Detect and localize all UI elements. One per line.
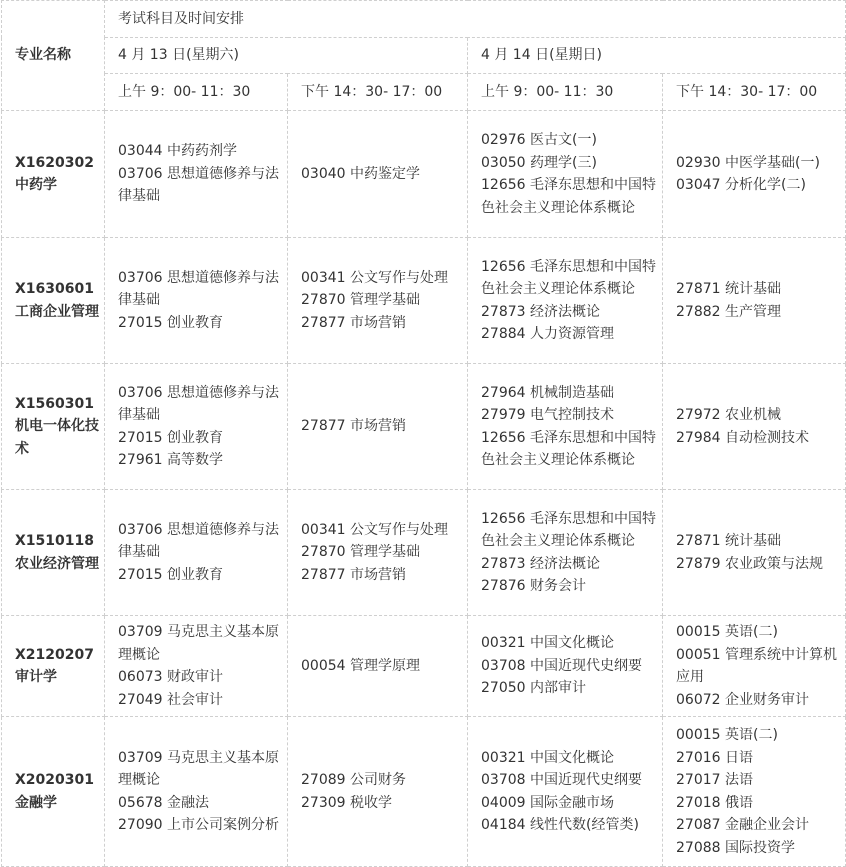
major-title: 机电一体化技术 — [15, 418, 99, 457]
exam-subject: 27877 市场营销 — [301, 566, 406, 583]
exam-subject: 00051 管理系统中计算机应用 — [676, 646, 837, 685]
exam-subject: 03706 思想道德修养与法律基础 — [118, 165, 279, 205]
exam-subject: 00341 公文写作与处理 — [301, 269, 448, 286]
exam-subject: 27016 日语 — [676, 749, 753, 766]
major-code: X1620302 — [15, 154, 94, 171]
header-row-sessions — [2, 74, 846, 111]
exam-subject: 27309 税收学 — [301, 794, 392, 811]
exam-subject: 27884 人力资源管理 — [481, 326, 614, 342]
exam-subject: 27877 市场营销 — [301, 314, 406, 331]
exam-cell-day2-am — [468, 238, 663, 364]
exam-subject: 03706 思想道德修养与法律基础 — [118, 521, 279, 561]
major-name-header: 专业名称 — [2, 1, 105, 111]
exam-subject: 27871 统计基础 — [676, 533, 781, 549]
exam-cell-day2-am — [468, 717, 663, 867]
exam-subject: 12656 毛泽东思想和中国特色社会主义理论体系概论 — [481, 429, 656, 468]
table-row — [2, 111, 846, 238]
major-title: 工商企业管理 — [15, 303, 99, 320]
exam-subject: 02976 医古文(一) — [481, 132, 597, 148]
session-header-day2-pm: 下午 14：30- 17：00 — [663, 74, 846, 111]
exam-subject: 00321 中国文化概论 — [481, 635, 614, 652]
exam-subject: 06073 财政审计 — [118, 669, 223, 685]
exam-subject: 27876 财务会计 — [481, 578, 586, 594]
major-cell — [2, 111, 105, 238]
session-header-day2-am: 上午 9：00- 11：30 — [468, 74, 663, 111]
exam-cell-day2-am — [468, 490, 663, 616]
exam-cell-day2-pm — [663, 717, 846, 867]
exam-subject: 27049 社会审计 — [118, 691, 223, 708]
exam-schedule-table — [1, 0, 846, 867]
exam-cell-day2-pm — [663, 490, 846, 616]
major-cell — [2, 238, 105, 364]
major-title: 金融学 — [15, 794, 57, 811]
table-row — [2, 490, 846, 616]
exam-subject: 03708 中国近现代史纲要 — [481, 772, 642, 788]
table-row — [2, 238, 846, 364]
exam-subject: 00321 中国文化概论 — [481, 749, 614, 766]
table-row — [2, 364, 846, 490]
exam-subject: 03044 中药药剂学 — [118, 143, 237, 160]
exam-subject: 27015 创业教育 — [118, 314, 223, 331]
exam-subject: 27870 管理学基础 — [301, 292, 420, 309]
table-row — [2, 616, 846, 717]
exam-subject: 03708 中国近现代史纲要 — [481, 657, 642, 674]
exam-subject: 27018 俄语 — [676, 794, 753, 811]
exam-cell-day1-am — [105, 238, 288, 364]
exam-subject: 00015 英语(二) — [676, 727, 778, 743]
exam-subject: 27979 电气控制技术 — [481, 407, 614, 423]
exam-subject: 03706 思想道德修养与法律基础 — [118, 384, 279, 423]
header-row-dates — [2, 38, 846, 74]
exam-subject: 03709 马克思主义基本原理概论 — [118, 624, 279, 663]
header-row-title — [2, 1, 846, 38]
major-code: X2120207 — [15, 646, 94, 663]
exam-cell-day1-am — [105, 490, 288, 616]
major-cell — [2, 490, 105, 616]
exam-subject: 03706 思想道德修养与法律基础 — [118, 269, 279, 309]
exam-subject: 27087 金融企业会计 — [676, 817, 809, 833]
exam-cell-day2-pm — [663, 364, 846, 490]
exam-subject: 06072 企业财务审计 — [676, 691, 809, 708]
table-row — [2, 717, 846, 867]
exam-subject: 12656 毛泽东思想和中国特色社会主义理论体系概论 — [481, 510, 656, 549]
session-header-day1-am: 上午 9：00- 11：30 — [105, 74, 288, 111]
major-cell — [2, 364, 105, 490]
major-cell — [2, 717, 105, 867]
exam-cell-day1-am — [105, 111, 288, 238]
session-header-day1-pm: 下午 14：30- 17：00 — [288, 74, 468, 111]
exam-cell-day2-am — [468, 364, 663, 490]
exam-cell-day2-pm — [663, 238, 846, 364]
exam-cell-day1-pm — [288, 364, 468, 490]
exam-subject: 27961 高等数学 — [118, 452, 223, 468]
exam-subject: 27879 农业政策与法规 — [676, 555, 823, 572]
exam-subject: 27088 国际投资学 — [676, 839, 795, 856]
exam-subject: 03050 药理学(三) — [481, 154, 597, 171]
major-code: X1510118 — [15, 533, 94, 549]
exam-cell-day1-am — [105, 717, 288, 867]
section-title: 考试科目及时间安排 — [105, 1, 846, 38]
major-title: 农业经济管理 — [15, 555, 99, 572]
exam-subject: 27877 市场营销 — [301, 418, 406, 435]
date-header-day2: 4 月 14 日(星期日) — [468, 38, 846, 74]
date-header-day1: 4 月 13 日(星期六) — [105, 38, 468, 74]
major-code: X1630601 — [15, 281, 94, 297]
exam-subject: 27972 农业机械 — [676, 407, 781, 423]
exam-subject: 27873 经济法概论 — [481, 303, 600, 320]
exam-cell-day2-pm — [663, 616, 846, 717]
exam-subject: 04184 线性代数(经管类) — [481, 817, 639, 833]
exam-subject: 27870 管理学基础 — [301, 544, 420, 561]
major-title: 中药学 — [15, 177, 57, 193]
exam-subject: 03040 中药鉴定学 — [301, 165, 420, 182]
exam-cell-day2-pm — [663, 111, 846, 238]
exam-subject: 27984 自动检测技术 — [676, 429, 809, 446]
exam-subject: 27017 法语 — [676, 772, 753, 788]
exam-cell-day1-am — [105, 364, 288, 490]
exam-subject: 03047 分析化学(二) — [676, 177, 806, 193]
exam-subject: 27871 统计基础 — [676, 281, 781, 297]
exam-subject: 00054 管理学原理 — [301, 657, 420, 674]
exam-subject: 04009 国际金融市场 — [481, 794, 614, 811]
exam-cell-day1-pm — [288, 111, 468, 238]
exam-cell-day1-pm — [288, 490, 468, 616]
major-title: 审计学 — [15, 669, 57, 685]
exam-subject: 27015 创业教育 — [118, 429, 223, 446]
exam-subject: 00015 英语(二) — [676, 624, 778, 640]
exam-subject: 27089 公司财务 — [301, 772, 406, 788]
exam-subject: 27964 机械制造基础 — [481, 384, 614, 401]
exam-subject: 27882 生产管理 — [676, 303, 781, 320]
exam-subject: 27015 创业教育 — [118, 566, 223, 583]
exam-cell-day2-am — [468, 616, 663, 717]
exam-subject: 12656 毛泽东思想和中国特色社会主义理论体系概论 — [481, 177, 656, 216]
major-cell — [2, 616, 105, 717]
major-code: X1560301 — [15, 395, 94, 412]
exam-cell-day1-pm — [288, 616, 468, 717]
exam-subject: 00341 公文写作与处理 — [301, 521, 448, 538]
exam-subject: 03709 马克思主义基本原理概论 — [118, 749, 279, 788]
exam-subject: 02930 中医学基础(一) — [676, 154, 820, 171]
major-code: X2020301 — [15, 772, 94, 788]
exam-subject: 27050 内部审计 — [481, 680, 586, 697]
exam-cell-day1-am — [105, 616, 288, 717]
exam-subject: 05678 金融法 — [118, 794, 209, 811]
exam-cell-day1-pm — [288, 717, 468, 867]
exam-subject: 12656 毛泽东思想和中国特色社会主义理论体系概论 — [481, 258, 656, 297]
exam-cell-day2-am — [468, 111, 663, 238]
exam-subject: 27873 经济法概论 — [481, 555, 600, 572]
exam-subject: 27090 上市公司案例分析 — [118, 817, 279, 833]
exam-cell-day1-pm — [288, 238, 468, 364]
